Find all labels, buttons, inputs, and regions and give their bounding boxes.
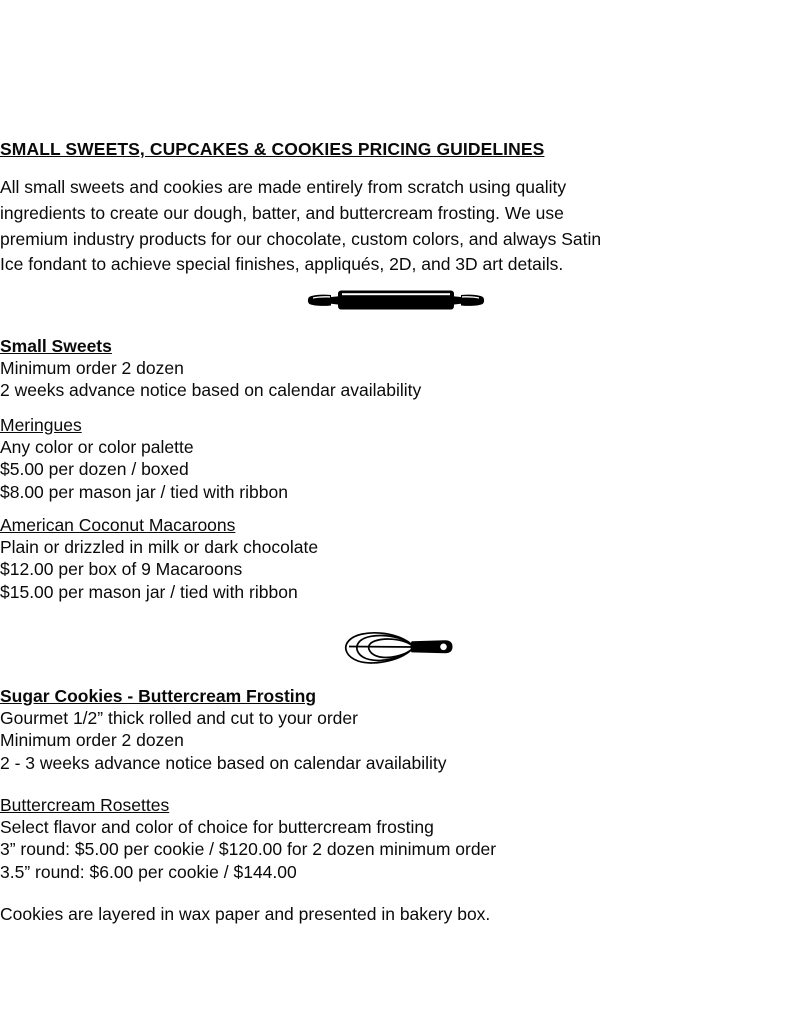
section-small-sweets [0, 336, 792, 402]
section-heading-macaroons: American Coconut Macaroons [0, 515, 236, 535]
section-heading-rosettes: Buttercream Rosettes [0, 795, 170, 815]
intro-line-2: ingredients to create our dough, batter, and buttercream frosting. We use [0, 202, 564, 223]
section-buttercream-rosettes [0, 795, 792, 883]
sugar-cookies-line-3: 2 - 3 weeks advance notice based on calendar availability [0, 752, 447, 773]
section-sugar-cookies [0, 686, 792, 774]
page-title: SMALL SWEETS, CUPCAKES & COOKIES PRICING GUIDELINES [0, 139, 545, 159]
small-sweets-line-1: Minimum order 2 dozen [0, 358, 184, 378]
rosettes-line-1: Select flavor and color of choice for buttercream frosting [0, 817, 434, 837]
rosettes-line-3: 3.5” round: $6.00 per cookie / $144.00 [0, 861, 297, 882]
sugar-cookies-line-2: Minimum order 2 dozen [0, 730, 184, 751]
intro-line-3: premium industry products for our chocolate, custom colors, and always Satin [0, 228, 602, 249]
whisk-illustration [0, 627, 792, 667]
section-meringues [0, 415, 792, 503]
section-heading-small-sweets: Small Sweets [0, 336, 112, 356]
section-heading-meringues: Meringues [0, 415, 82, 435]
intro-line-1: All small sweets and cookies are made entirely from scratch using quality [0, 177, 567, 197]
footer-note-container [0, 903, 792, 925]
meringues-line-3: $8.00 per mason jar / tied with ribbon [0, 481, 288, 502]
small-sweets-line-2: 2 weeks advance notice based on calendar availability [0, 380, 422, 401]
rolling-pin-illustration [0, 284, 792, 316]
rosettes-line-2: 3” round: $5.00 per cookie / $120.00 for 2 dozen minimum order [0, 839, 497, 860]
macaroons-line-3: $15.00 per mason jar / tied with ribbon [0, 581, 298, 602]
macaroons-line-1: Plain or drizzled in milk or dark chocolate [0, 537, 319, 557]
meringues-line-2: $5.00 per dozen / boxed [0, 459, 189, 480]
macaroons-line-2: $12.00 per box of 9 Macaroons [0, 559, 243, 580]
page-title-container [0, 139, 792, 160]
sugar-cookies-line-1: Gourmet 1/2” thick rolled and cut to your order [0, 708, 358, 728]
meringues-line-1: Any color or color palette [0, 437, 194, 457]
section-heading-sugar-cookies: Sugar Cookies - Buttercream Frosting [0, 686, 317, 706]
intro-paragraph [0, 175, 792, 278]
section-american-coconut-macaroons [0, 515, 792, 603]
intro-line-4: Ice fondant to achieve special finishes, appliqués, 2D, and 3D art details. [0, 254, 564, 275]
footer-note: Cookies are layered in wax paper and presented in bakery box. [0, 904, 491, 924]
